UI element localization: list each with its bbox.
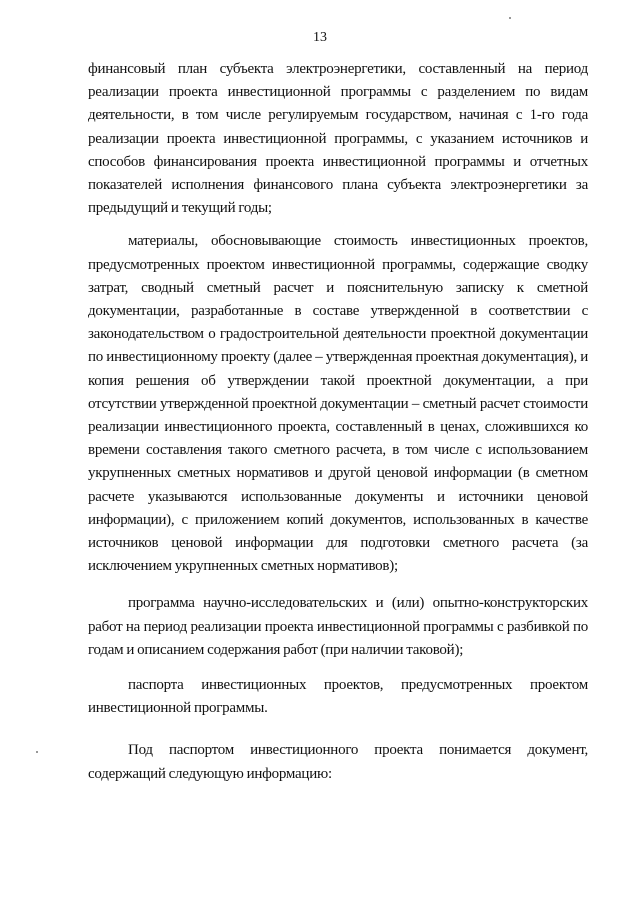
- paragraph-cost-materials: материалы, обосновывающие стоимость инвестиционных проектов, предусмотренных проектом инвестиционной программы, содержащие сводку затрат, сводный сметный расчет и пояснительную записку к сметной документации, разработанные в составе утвержденной в соответствии с законодательством о градостроительной деятельности проектной документации по инвестиционному проекту (далее – утвержденная проектная документация), и копия решения об утверждении такой проектной документации, а при отсутствии утвержденной проектной документации – сметный расчет стоимости реализации инвестиционного проекта, составленный в ценах, сложившихся ко времени составления такого сметного расчета, в том числе с использованием укрупненных сметных нормативов и другой ценовой информации (в сметном расчете указываются использованные документы и источники ценовой информации), с приложением копий документов, использованных в качестве источников ценовой информации для подготовки сметного расчета (за исключением укрупненных сметных нормативов);: [88, 233, 588, 575]
- body-text: [88, 58, 588, 786]
- paragraph-financial-plan: финансовый план субъекта электроэнергетики, составленный на период реализации проекта инвестиционной программы с разделением по видам деятельности, в том числе регулируемым государством, начиная с 1-го года реализации проекта инвестиционной программы, с указанием источников и способов финансирования проекта инвестиционной программы и отчетных показателей исполнения финансового плана субъекта электроэнергетики за предыдущий и текущий годы;: [88, 61, 588, 217]
- page-number: 13: [313, 30, 327, 45]
- paragraph-passport-definition: Под паспортом инвестиционного проекта понимается документ, содержащий следующую информацию:: [88, 742, 588, 782]
- paragraph-project-passports: паспорта инвестиционных проектов, предусмотренных проектом инвестиционной программы.: [88, 677, 588, 717]
- scan-speck: [509, 17, 511, 19]
- scan-speck: [36, 751, 38, 753]
- paragraph-research-program: программа научно-исследовательских и (или) опытно-конструкторских работ на период реализации проекта инвестиционной программы с разбивкой по годам и описанием содержания работ (при наличии таковой);: [88, 595, 588, 658]
